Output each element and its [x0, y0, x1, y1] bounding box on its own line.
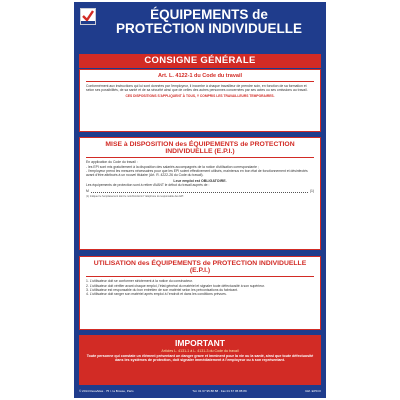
footer-right: Réf. EPICO [305, 389, 321, 393]
divider [86, 276, 314, 277]
important-article: Articles L. 4131-1 à L. 4131-3 du Code du travail [161, 349, 239, 353]
poster [74, 2, 326, 398]
divider [86, 157, 314, 158]
utilisation-item-4: 4. L'utilisateur doit ranger son matériel après emploi à l'endroit et dans les conditions prévues. [86, 292, 227, 297]
m-suffix: (1) [309, 188, 314, 193]
m-label: M [86, 188, 89, 193]
utilisation-item-2: 2. L'utilisateur doit vérifier avant chaque emploi, l'état général du matériel et signaler toute défectuosité à son supérieur. [86, 283, 265, 288]
title-line-1: ÉQUIPEMENTS de [150, 7, 268, 22]
consigne-article: Art. L. 4122-1 du Code du travail [157, 73, 243, 79]
logo-checkmark-icon [80, 8, 96, 25]
poster-title [100, 8, 318, 36]
consigne-section [79, 69, 321, 132]
consigne-note: CES DISPOSITIONS S'APPLIQUENT À TOUS, Y COMPRIS LES TRAVAILLEURS TEMPORAIRES. [125, 94, 275, 99]
utilisation-item-1: 1. L'utilisateur doit se conformer strictement à la notice du constructeur. [86, 279, 193, 284]
utilisation-section [79, 256, 321, 330]
mise-section [79, 137, 321, 250]
dotted-line [91, 189, 308, 193]
footer-left: © 2014 ResoAtlas · 75 r. la Brosse, Paris [79, 389, 134, 393]
mise-p3: - l'employeur prend les mesures nécessaires pour que les EPI soient effectivement utilisés, maintenus en bon état de fonctionnement et désinfectés avant d'être attribués à un nouvel titulaire (Art. R. 4222-26 du Code du travail). [86, 168, 308, 178]
title-line-2: PROTECTION INDIVIDUELLE [115, 21, 302, 36]
mise-retirer: Les équipements de protection sont à retirer AVANT le début du travail auprès de : [86, 183, 210, 188]
footer-mid: Tél. 01 67 95 88 88 · Fax 01 67 95 88 89 [192, 389, 247, 393]
utilisation-item-3: 3. L'utilisateur est responsable du bon entretien de son matériel selon les préconisations du fabricant. [86, 287, 238, 292]
mise-p1: En application du Code du travail : [86, 160, 138, 165]
mise-title: MISE à DISPOSITION des ÉQUIPEMENTS de PROTECTION INDIVIDUELLE (E.P.I.) [105, 141, 295, 156]
important-title: IMPORTANT [175, 338, 225, 348]
important-text: Toute personne qui constate un élément présentant un danger grave et imminent pour la vie ou la santé, ainsi que toute défectuosité dans les systèmes de protection, doit signaler immédiatement à l'employeur ou à son représentant. [86, 354, 314, 363]
important-section [79, 335, 321, 385]
divider [86, 81, 314, 82]
utilisation-title: UTILISATION des ÉQUIPEMENTS de PROTECTION INDIVIDUELLE (E.P.I.) [93, 260, 307, 275]
mise-footnote: (1) Indiquer le l'emplacement dont le nom/fonction/n° téléphone du responsable des EPI [86, 194, 184, 198]
consigne-text: Conformément aux instructions qui lui sont données par l'employeur, il incombe à chaque travailleur de prendre soin, en fonction de sa formation et selon ses possibilités, de sa santé et de sa sécurité ainsi que de celles des autres personnes concernées par ses actes ou ses omissions au travail. [86, 83, 308, 93]
poster-footer [79, 387, 321, 395]
mise-emploi: Leur emploi est OBLIGATOIRE. [173, 179, 227, 184]
mise-p2: - les EPI sont mis gratuitement à la disposition des salariés accompagnés de la notice d'utilisation correspondante ; [86, 164, 259, 169]
consigne-banner: CONSIGNE GÉNÉRALE [79, 54, 321, 68]
